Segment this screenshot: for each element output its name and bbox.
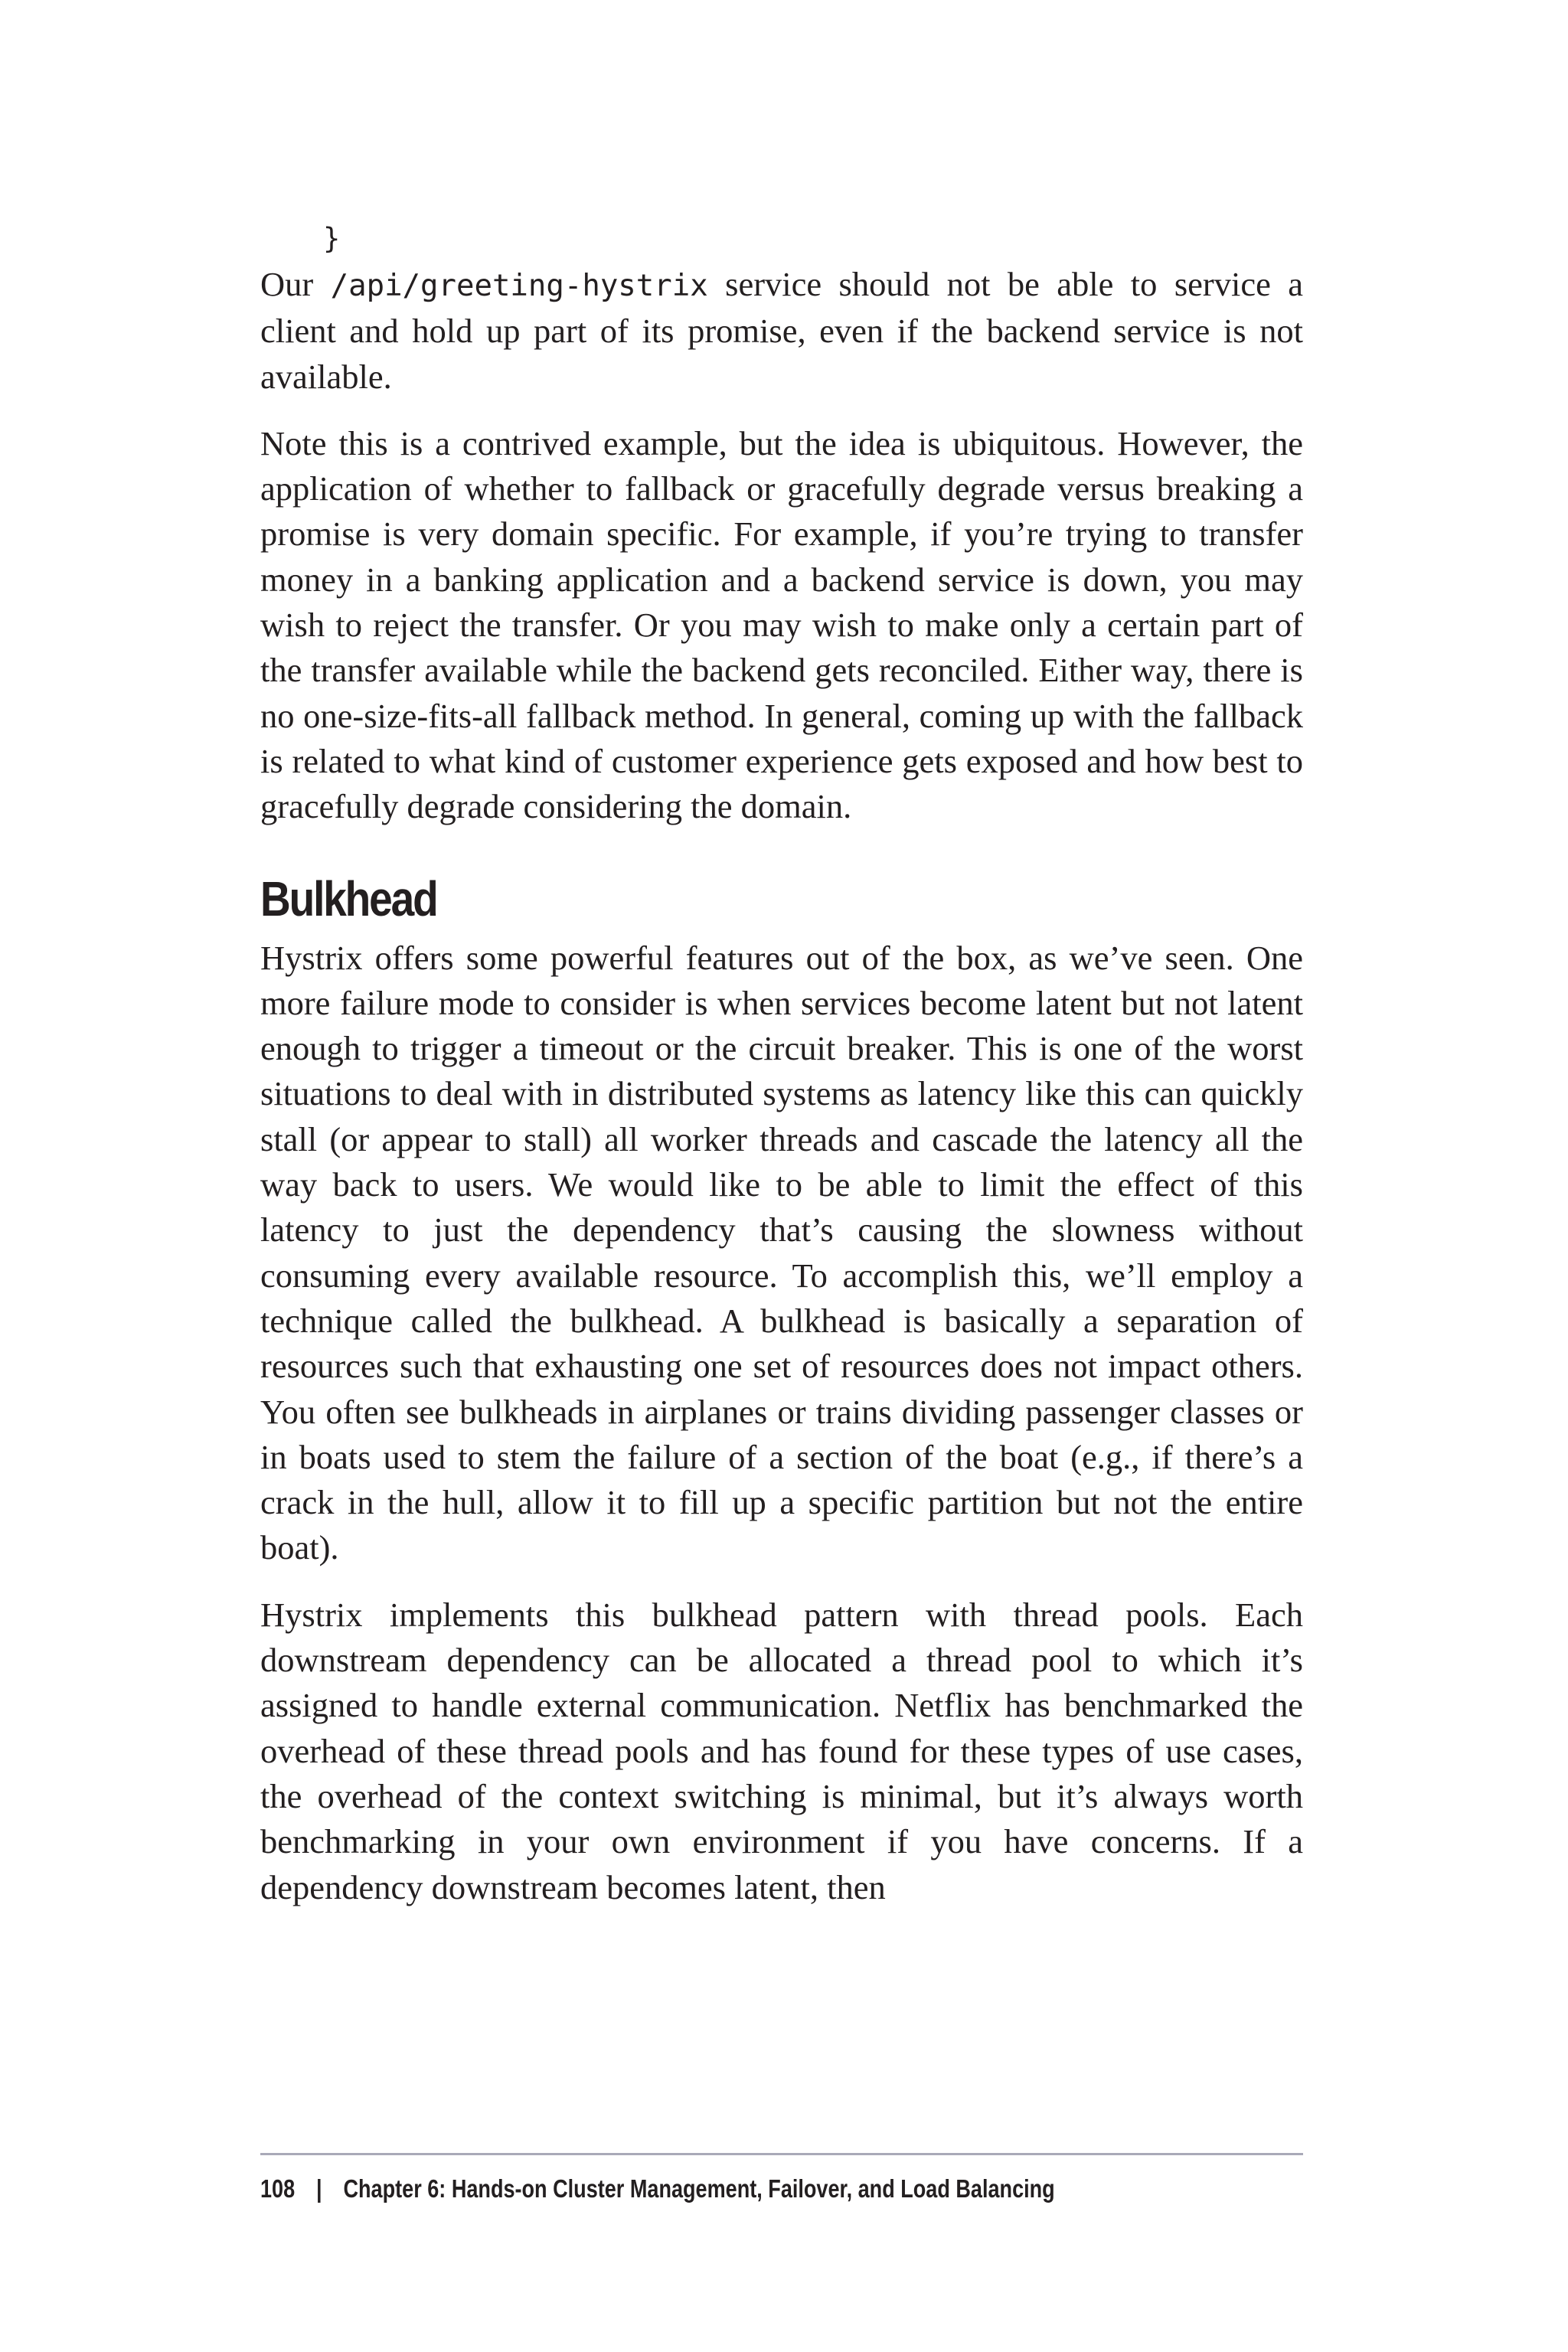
paragraph-text-start: Our [260,265,331,303]
page-number: 108 [260,2174,296,2203]
paragraph-thread-pools: Hystrix implements this bulkhead pattern with thread pools. Each downstream dependency can be allocated a thread pool to which it’s assigned to handle external communication. Netflix has benchmarked the overhead of these thread pools and has found for these types of use cases, the overhead of the context switching is minimal, but it’s always worth benchmarking in your own environment if you have concerns. If a dependency downstream becomes latent, then [260,1595,1303,1906]
footer-row [260,2174,1116,2204]
inline-code-endpoint: /api/greeting-hystrix [330,269,708,303]
footer-separator: | [316,2174,322,2203]
code-closing-brace: } [323,222,341,255]
page-body [260,222,1303,1932]
page-footer [260,2153,1303,2204]
paragraph-contrived-example: Note this is a contrived example, but the idea is ubiquitous. However, the application of whether to fallback or gracefully degrade versus breaking a promise is very domain specific. For example, if you’re trying to transfer money in a banking application and a backend service is down, you may wish to reject the transfer. Or you may wish to make only a certain part of the transfer available while the backend gets reconciled. Either way, there is no one-size-fits-all fallback method. In general, coming up with the fallback is related to what kind of customer experience gets exposed and how best to gracefully degrade considering the domain. [260,423,1303,826]
paragraph-greeting-service [260,262,1303,400]
paragraph-text-end: service should not be able to service a client and hold up part of its promise, even if the backend service is not available. [260,265,1303,396]
section-heading-bulkhead: Bulkhead [260,871,437,926]
chapter-title: Chapter 6: Hands-on Cluster Management, Failover, and Load Balancing [343,2174,1055,2203]
paragraph-latency: Hystrix offers some powerful features out of the box, as we’ve seen. One more failure mode to consider is when services become latent but not latent enough to trigger a timeout or the circuit breaker. This is one of the worst situations to deal with in distributed systems as latency like this can quickly stall (or appear to stall) all worker threads and cascade the latency all the way back to users. We would like to be able to limit the effect of this latency to just the dependency that’s causing the slowness without consuming every available resource. To accomplish this, we’ll employ a technique called the bulkhead. A bulkhead is basically a separation of resources such that exhausting one set of resources does not impact others. You often see bulkheads in airplanes or trains dividing passenger classes or in boats used to stem the failure of a section of the boat (e.g., if there’s a crack in the hull, allow it to fill up a specific partition but not the entire boat). [260,938,1303,1567]
